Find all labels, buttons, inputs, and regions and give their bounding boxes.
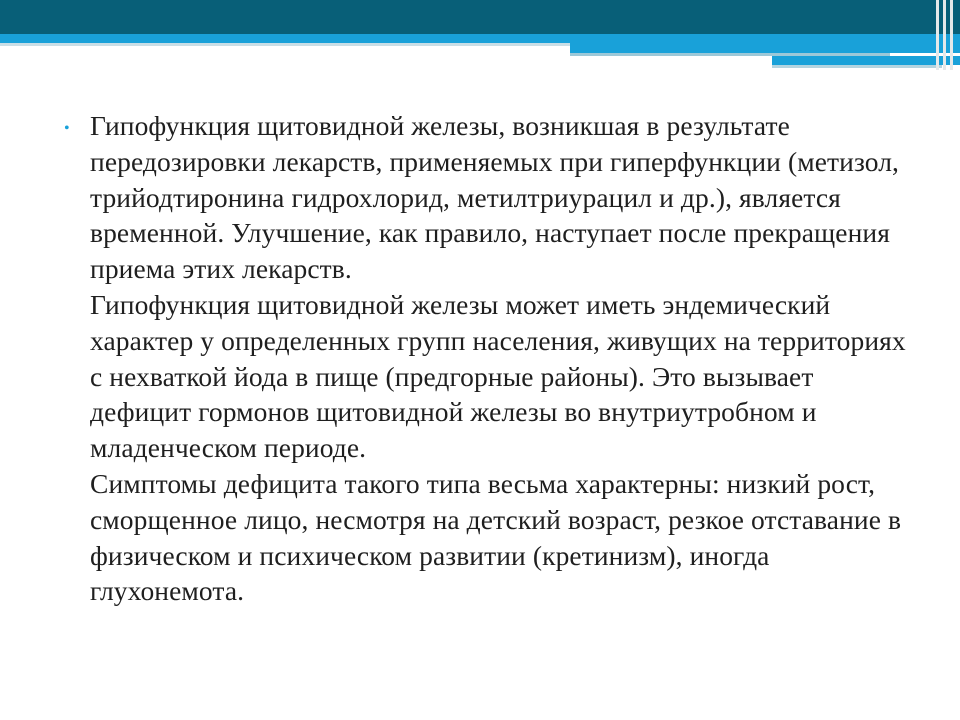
header-bright-stripe (0, 34, 960, 43)
header-dark-band (0, 0, 960, 34)
header-soft-line (0, 43, 570, 46)
header-step-shadow-lower (772, 65, 942, 68)
bullet-text (90, 108, 910, 609)
header-step-bar (570, 43, 960, 53)
bullet-icon: • (64, 120, 70, 137)
header-step-bar-lower (772, 56, 960, 65)
paragraph-endemic-character: Гипофункция щитовидной железы может иметь эндемический характер у определенных групп населения, живущих на территориях с нехваткой йода в пище (предгорные районы). Это вызывает дефицит гормонов щитовидной железы во внутриутробном и младенческом периоде. (90, 288, 906, 464)
slide-body (60, 108, 910, 609)
header-vertical-line (950, 0, 953, 70)
header-vertical-line (943, 0, 946, 70)
header-vertical-line (936, 0, 939, 70)
paragraph-temporary-hypofunction: Гипофункция щитовидной железы, возникшая в результате передозировки лекарств, применяемых при гиперфункции (метизол, трийодтиронина гидрохлорид, метилтриурацил и др.), является временной. Улучшение, как правило, наступает после прекращения приема этих лекарств. (90, 110, 900, 285)
paragraph-symptoms: Симптомы дефицита такого типа весьма характерны: низкий рост, сморщенное лицо, несмотря на детский возраст, резкое отставание в физическом и психическом развитии (кретинизм), иногда глухонемота. (90, 467, 902, 607)
header-decoration (0, 0, 960, 70)
bullet-item (60, 108, 910, 609)
